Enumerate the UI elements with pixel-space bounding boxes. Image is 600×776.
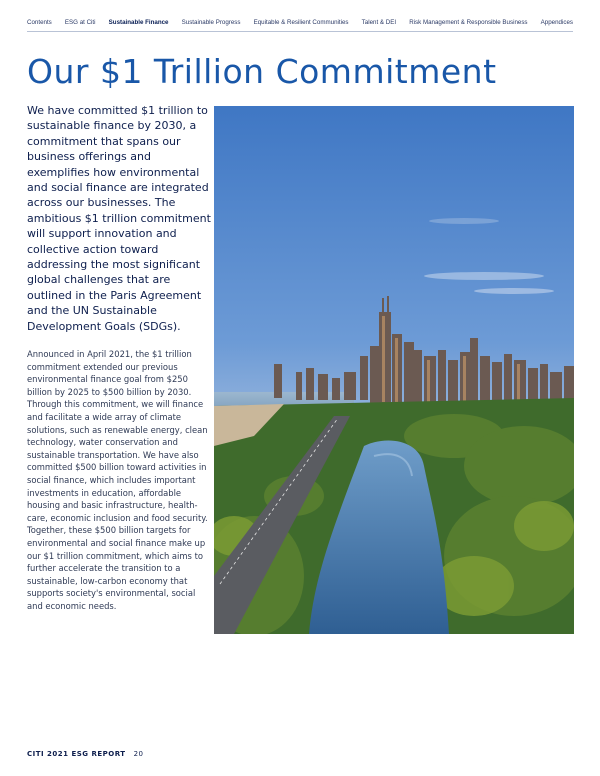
report-name: CITI 2021 ESG REPORT: [27, 750, 126, 758]
body-paragraph: Announced in April 2021, the $1 trillion commitment extended our previous environmental finance goal from $250 billion by 2025 to $500 billion by 2030. Through this commitment, we will finance and facilitate a wide array of climate solutions, such as renewable energy, clean technology, water conservation and sustainable transportation. We have also committed $500 billion toward activities in social finance, which includes important investments in education, affordable housing and basic infrastructure, health-care, economic inclusion and food security. Together, these $500 billion targets for environmental and social finance make up our $1 trillion commitment, which aims to further accelerate the transition to a sustainable, low-carbon economy that supports society's environmental, social and economic needs.: [27, 349, 208, 611]
nav-item-appendices[interactable]: Appendices: [540, 18, 573, 26]
page-footer: [27, 750, 144, 758]
nav-divider: [27, 31, 573, 32]
nav-item-risk-management[interactable]: Risk Management & Responsible Business: [409, 18, 528, 26]
nav-item-equitable-resilient-communities[interactable]: Equitable & Resilient Communities: [253, 18, 349, 26]
page-number: 20: [133, 750, 144, 758]
top-navigation: [27, 14, 573, 30]
chicago-skyline-photo: [214, 106, 574, 634]
nav-item-sustainable-finance[interactable]: Sustainable Finance: [108, 18, 169, 26]
nav-item-contents[interactable]: Contents: [27, 18, 52, 26]
nav-item-talent-dei[interactable]: Talent & DEI: [361, 18, 397, 26]
nav-item-esg-at-citi[interactable]: ESG at Citi: [64, 18, 96, 26]
nav-item-sustainable-progress[interactable]: Sustainable Progress: [181, 18, 241, 26]
page-title: Our $1 Trillion Commitment: [27, 52, 497, 91]
lead-paragraph: We have committed $1 trillion to sustainable finance by 2030, a commitment that spans our business offerings and exemplifies how environmental and social finance are integrated across our businesses. The ambitious $1 trillion commitment will support innovation and collective action toward addressing the most significant global challenges that are outlined in the Paris Agreement and the UN Sustainable Development Goals (SDGs).: [27, 104, 211, 333]
